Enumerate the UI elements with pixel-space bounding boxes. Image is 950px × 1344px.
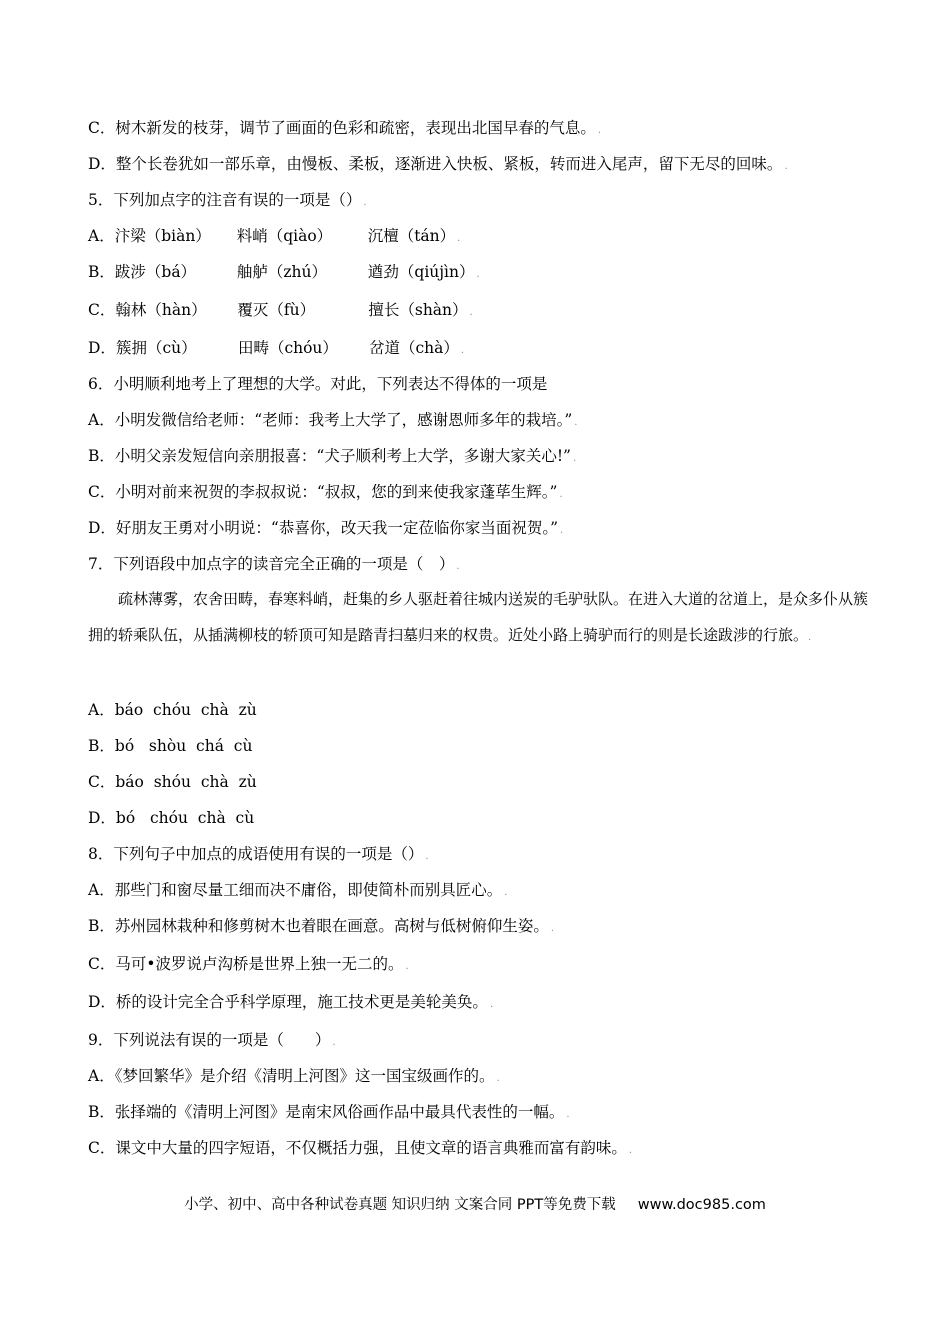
q5a-item: 汴梁（biàn）: [114, 227, 211, 245]
q5c-item: 覆灭（fù）: [237, 301, 316, 319]
q5b-item: 舳舻（zhú）: [236, 263, 328, 281]
question-7: 7．下列语段中加点字的读音完全正确的一项是（ ） .: [88, 555, 460, 573]
q5d-item: 田畴（chóu）: [237, 339, 338, 357]
q8-option-c: C．马可•波罗说卢沟桥是世界上独一无二的。 .: [88, 955, 409, 973]
question-6: 6．小明顺利地考上了理想的大学。对此，下列表达不得体的一项是: [88, 375, 548, 393]
q5a-item: 沉檀（tán）: [367, 227, 456, 245]
footer-text: 小学、初中、高中各种试卷真题 知识归纳 文案合同 PPT等免费下载: [184, 1197, 616, 1213]
q6-option-b: B．小明父亲发短信向亲朋报喜：“犬子顺利考上大学，多谢大家关心!” .: [88, 447, 577, 465]
question-9: 9．下列说法有误的一项是（ ） .: [88, 1031, 336, 1049]
q7-passage: 疏林薄雾，农舍田畴，春寒料峭，赶集的乡人驱赶着往城内送炭的毛驴驮队。在进入大道的岔道上，是众多仆从簇拥的轿乘队伍，从插满柳枝的轿顶可知是踏青扫墓归来的权贵。近处小路上骑驴而行的则是长途跋涉的行旅。.: [88, 590, 869, 644]
q9-option-c: C．课文中大量的四字短语，不仅概括力强，且使文章的语言典雅而富有韵味。 .: [88, 1139, 633, 1157]
q7-option-b: B．bó shòu chá cù: [88, 737, 253, 755]
q5b-item: 跋涉（bá）: [114, 263, 197, 281]
q9-option-a: A．《梦回繁华》是介绍《清明上河图》这一国宝级画作的。 .: [88, 1067, 500, 1085]
page-footer: [0, 1193, 950, 1214]
q9-option-b: B．张择端的《清明上河图》是南宋风俗画作品中最具代表性的一幅。 .: [88, 1103, 570, 1121]
q8-option-a: A．那些门和窗尽量工细而决不庸俗，即使简朴而别具匠心。 .: [88, 881, 508, 899]
q8-option-d: D．桥的设计完全合乎科学原理，施工技术更是美轮美奂。 .: [88, 993, 494, 1011]
q7-option-c: C．báo shóu chà zù: [88, 773, 257, 791]
q6-option-d: D．好朋友王勇对小明说：“恭喜你，改天我一定莅临你家当面祝贺。” .: [88, 519, 564, 537]
q5d-item: 岔道（chà）: [368, 339, 459, 357]
q7-option-d: D．bó chóu chà cù: [88, 809, 255, 827]
q5c-item: 擅长（shàn）: [368, 301, 468, 319]
option-c-prev: C．树木新发的枝芽，调节了画面的色彩和疏密，表现出北国早春的气息。 .: [88, 119, 602, 137]
q5a-item: 料峭（qiào）: [236, 227, 333, 245]
question-8: 8．下列句子中加点的成语使用有误的一项是（） .: [88, 845, 429, 863]
q5-option-c: C．翰林（hàn） 覆灭（fù） 擅长（shàn） .: [88, 301, 473, 319]
question-5: 5．下列加点字的注音有误的一项是（） .: [88, 191, 367, 209]
q5d-item: 簇拥（cù）: [115, 339, 197, 357]
q6-option-a: A．小明发微信给老师：“老师：我考上大学了，感谢恩师多年的栽培。” .: [88, 411, 578, 429]
q8-option-b: B．苏州园林栽种和修剪树木也着眼在画意。高树与低树俯仰生姿。 .: [88, 917, 555, 935]
q5-option-b: B．跋涉（bá） 舳舻（zhú） 遒劲（qiújìn） .: [88, 263, 480, 281]
option-d-prev: D．整个长卷犹如一部乐章，由慢板、柔板，逐渐进入快板、紧板，转而进入尾声，留下无尽的回味。 .: [88, 155, 788, 173]
q5c-item: 翰林（hàn）: [115, 301, 207, 319]
q5-option-a: A．汴梁（biàn） 料峭（qiào） 沉檀（tán） .: [88, 227, 461, 245]
q7-option-a: A．báo chóu chà zù: [88, 701, 257, 719]
footer-url[interactable]: www.doc985.com: [637, 1197, 766, 1213]
q5-option-d: D．簇拥（cù） 田畴（chóu） 岔道（chà） .: [88, 339, 465, 357]
q6-option-c: C．小明对前来祝贺的李叔叔说：“叔叔，您的到来使我家蓬荜生辉。” .: [88, 483, 563, 501]
q5b-item: 遒劲（qiújìn）: [367, 263, 475, 281]
